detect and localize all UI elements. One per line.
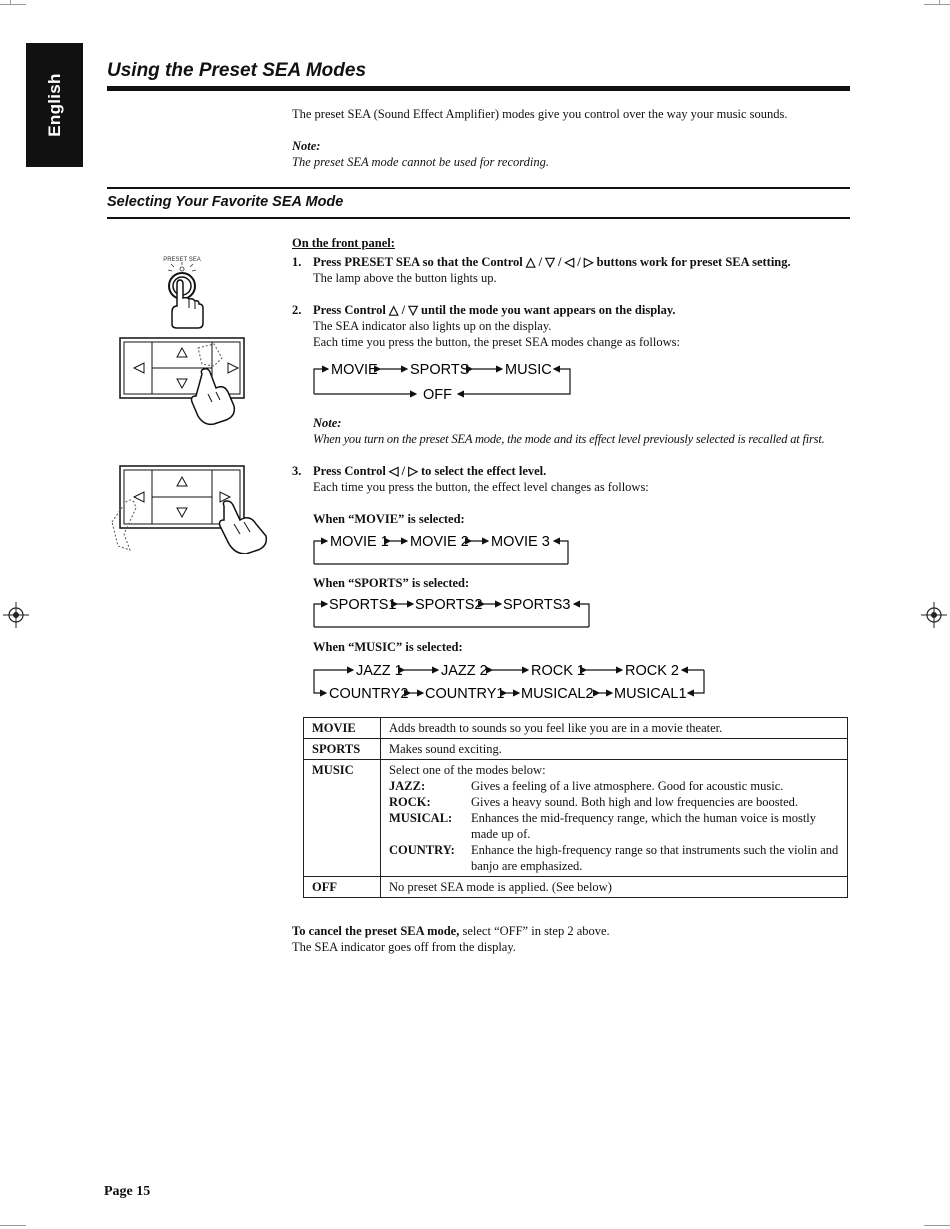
sea-mode-flow-diagram <box>310 358 580 404</box>
flow-off: OFF <box>423 387 452 403</box>
movie-level-1: MOVIE 1 <box>330 534 389 550</box>
submode-desc-musical: Enhances the mid-frequency range, which the human voice is mostly made up of. <box>471 811 817 841</box>
cancel-instruction-bold: To cancel the preset SEA mode, <box>292 924 460 938</box>
flow-sports: SPORTS <box>410 362 470 378</box>
music-country2: COUNTRY2 <box>329 686 409 702</box>
music-jazz1: JAZZ 1 <box>356 663 403 679</box>
registration-mark-left <box>3 602 29 628</box>
step1-text: The lamp above the button lights up. <box>313 271 497 285</box>
crop-mark <box>924 4 950 5</box>
music-rock2: ROCK 2 <box>625 663 679 679</box>
table-row <box>304 877 848 898</box>
note2-text: When you turn on the preset SEA mode, the mode and its effect level previously selected is recalled at first. <box>313 432 825 446</box>
table-key-off: OFF <box>304 877 381 898</box>
sports-level-2: SPORTS2 <box>415 597 483 613</box>
section-rule-bottom <box>107 217 850 219</box>
music-jazz2: JAZZ 2 <box>441 663 488 679</box>
table-row <box>304 760 848 877</box>
step3-instruction: Press Control ◁ / ▷ to select the effect level. <box>313 464 547 478</box>
submode-desc-rock: Gives a heavy sound. Both high and low frequencies are boosted. <box>471 795 799 809</box>
music-desc-intro: Select one of the modes below: <box>389 763 546 777</box>
sports-level-flow <box>310 593 600 629</box>
step1-instruction: Press PRESET SEA so that the Control △ / ▽ / ◁ / ▷ buttons work for preset SEA setting. <box>313 255 791 269</box>
note1-text: The preset SEA mode cannot be used for recording. <box>292 155 550 169</box>
movie-level-flow <box>310 530 580 566</box>
music-country1: COUNTRY1 <box>425 686 505 702</box>
music-level-flow <box>310 659 710 705</box>
flow-movie: MOVIE <box>331 362 378 378</box>
table-key-movie: MOVIE <box>304 718 381 739</box>
flow-music: MUSIC <box>505 362 552 378</box>
table-desc-movie: Adds breadth to sounds so you feel like you are in a movie theater. <box>381 718 848 739</box>
table-key-music: MUSIC <box>304 760 381 877</box>
submode-desc-jazz: Gives a feeling of a live atmosphere. Good for acoustic music. <box>471 779 784 793</box>
note2-label: Note: <box>313 416 342 430</box>
page-number: Page 15 <box>104 1184 151 1199</box>
submode-key-rock: ROCK: <box>389 795 431 809</box>
step2-line1: The SEA indicator also lights up on the display. <box>313 319 552 333</box>
step2-number: 2. <box>292 303 302 317</box>
intro-text: The preset SEA (Sound Effect Amplifier) modes give you control over the way your music sounds. <box>292 107 788 121</box>
control-leftright-illustration <box>104 464 274 554</box>
section-rule-top <box>107 187 850 189</box>
sports-level-3: SPORTS3 <box>503 597 571 613</box>
cancel-instruction <box>292 923 610 939</box>
sports-level-1: SPORTS1 <box>329 597 397 613</box>
table-row <box>304 718 848 739</box>
movie-level-2: MOVIE 2 <box>410 534 469 550</box>
section-title: Selecting Your Favorite SEA Mode <box>107 194 344 210</box>
table-desc-music <box>381 760 848 877</box>
page-title: Using the Preset SEA Modes <box>107 60 367 81</box>
music-selected-label: When “MUSIC” is selected: <box>313 640 463 654</box>
table-desc-sports: Makes sound exciting. <box>381 739 848 760</box>
crop-mark <box>0 4 26 5</box>
cancel-line2: The SEA indicator goes off from the display. <box>292 940 516 954</box>
language-tab-label: English <box>44 73 64 137</box>
submode-key-jazz: JAZZ: <box>389 779 426 793</box>
movie-level-3: MOVIE 3 <box>491 534 550 550</box>
music-musical2: MUSICAL2 <box>521 686 594 702</box>
note1-label: Note: <box>292 139 321 153</box>
step3-number: 3. <box>292 464 302 478</box>
table-desc-off: No preset SEA mode is applied. (See below) <box>381 877 848 898</box>
registration-mark-right <box>921 602 947 628</box>
step2-instruction: Press Control △ / ▽ until the mode you want appears on the display. <box>313 303 676 317</box>
preset-sea-label: PRESET SEA <box>163 257 201 263</box>
movie-selected-label: When “MOVIE” is selected: <box>313 512 465 526</box>
crop-mark <box>924 1225 950 1226</box>
music-submode-table <box>389 778 839 874</box>
sea-mode-table <box>303 717 848 898</box>
submode-key-musical: MUSICAL: <box>389 811 453 825</box>
front-panel-heading: On the front panel: <box>292 236 395 250</box>
sports-selected-label: When “SPORTS” is selected: <box>313 576 470 590</box>
cancel-instruction-text: select “OFF” in step 2 above. <box>459 924 610 938</box>
step3-text: Each time you press the button, the effect level changes as follows: <box>313 480 649 494</box>
music-rock1: ROCK 1 <box>531 663 585 679</box>
step1-number: 1. <box>292 255 302 269</box>
preset-sea-button-illustration <box>150 250 220 330</box>
title-rule <box>107 86 850 91</box>
language-tab <box>26 43 83 167</box>
submode-key-country: COUNTRY: <box>389 843 455 857</box>
table-row <box>304 739 848 760</box>
step2-line2: Each time you press the button, the preset SEA modes change as follows: <box>313 335 680 349</box>
music-musical1: MUSICAL1 <box>614 686 687 702</box>
crop-mark <box>0 1225 26 1226</box>
table-key-sports: SPORTS <box>304 739 381 760</box>
control-updown-illustration <box>118 336 258 426</box>
submode-desc-country: Enhance the high-frequency range so that instruments such the violin and banjo are emphasized. <box>471 843 839 873</box>
